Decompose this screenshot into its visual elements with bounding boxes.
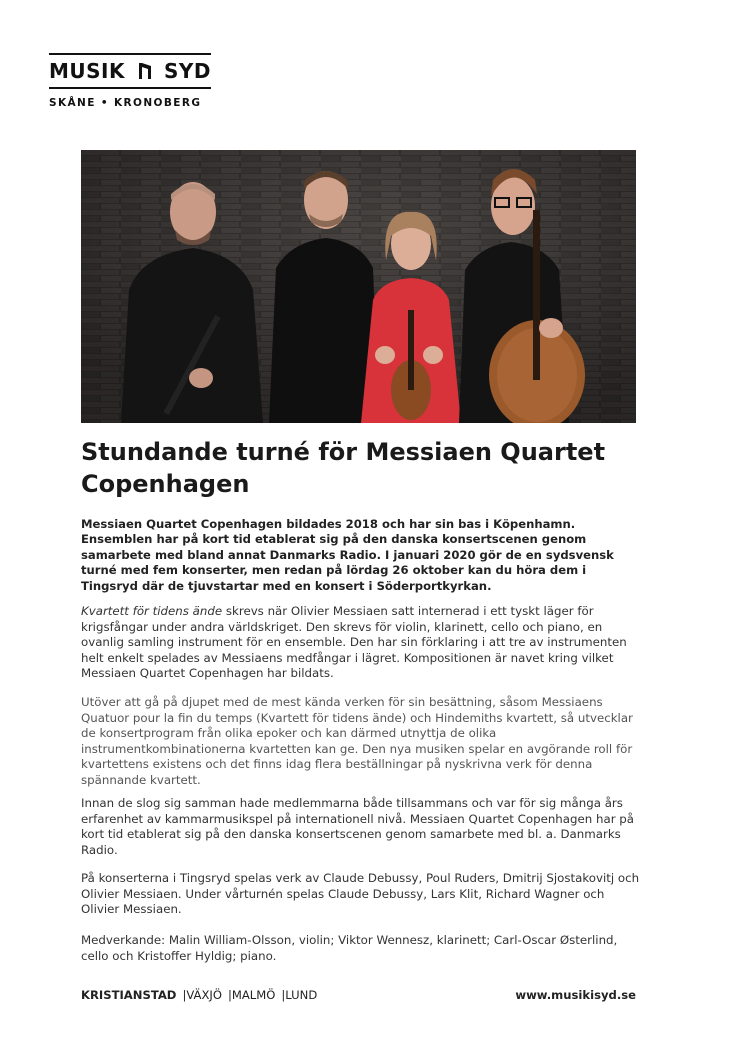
city-vaxjo: VÄXJÖ [186,988,222,1002]
article-lead: Messiaen Quartet Copenhagen bildades 2018 och har sin bas i Köpenhamn. Ensemblen har på kort tid etablerat sig på den danska konsertscenen genom samarbete med bland annat Danmarks Radio. I januari 2020 gör de en sydsvensk turné med fem konserter, men redan på lördag 26 oktober kan du höra dem i Tingsryd där de tjuvstartar med en konsert i Söderportkyrkan. [81,517,614,593]
logo-word-musik: MUSIK [49,59,125,83]
city-kristianstad: KRISTIANSTAD [81,988,177,1002]
article-paragraph-4: På konserterna i Tingsryd spelas verk av Claude Debussy, Poul Ruders, Dmitrij Sjostakovitj och Olivier Messiaen. Under vårturnén spelas Claude Debussy, Lars Klit, Richard Wagner och Olivier Messiaen. [81,871,640,916]
article-paragraph-3: Innan de slog sig samman hade medlemmarna både tillsammans och var för sig många års erfarenhet av kammarmusikspel på internationell nivå. Messiaen Quartet Copenhagen har på kort tid etablerat sig på den danska konsertscenen genom samarbete med bl. a. Danmarks Radio. [81,796,635,857]
footer-separator: | [182,988,187,1002]
logo-subtitle: SKÅNE • KRONOBERG [49,97,202,109]
logo-word-syd: SYD [164,59,211,83]
city-malmo: MALMÖ [231,988,276,1002]
website-link[interactable]: www.musikisyd.se [515,988,636,1002]
paragraph-1-text: skrevs när Olivier Messiaen satt internerad i ett tyskt läger för krigsfångar under andra världskriget. Den skrevs för violin, klarinett, cello och piano, en ovanlig samling instrument för en ensemble. Den har sin förklaring i att tre av instrumenten helt enkelt spelades av Messiaens medfångar i lägret. Kompositionen är navet kring vilket Messiaen Quartet Copenhagen har bildats. [81,604,627,680]
logo-wordmark [49,55,211,87]
footer-cities [81,988,317,1002]
logo-bottom-rule [49,87,211,89]
article-paragraph-2: Utöver att gå på djupet med de mest kända verken för sin besättning, såsom Messiaens Quatuor pour la fin du temps (Kvartett för tidens ände) och Hindemiths kvartett, så utvecklar de konsertprogram från olika epoker och kan därmed utnyttja de olika instrumentkombinationerna kvartetten kan ge. Den nya musiken spelar en avgörande roll för kvartettens existens och det finns idag flera beställningar på nyskrivna verk för denna spännande kvartett. [81,695,633,787]
article-paragraph-5: Medverkande: Malin William-Olsson, violin; Viktor Wennesz, klarinett; Carl-Oscar Østerlind, cello och Kristoffer Hyldig; piano. [81,933,618,963]
article-title: Stundande turné för Messiaen Quartet Copenhagen [81,438,606,498]
article-paragraph-1 [81,604,641,682]
footer-separator: | [281,988,286,1002]
work-title: Kvartett för tidens ände [81,604,223,618]
quartet-photo [81,150,636,423]
footer [81,988,636,1002]
music-note-icon [137,61,153,81]
city-lund: LUND [285,988,318,1002]
footer-separator: | [227,988,232,1002]
musik-i-syd-logo [49,53,211,109]
